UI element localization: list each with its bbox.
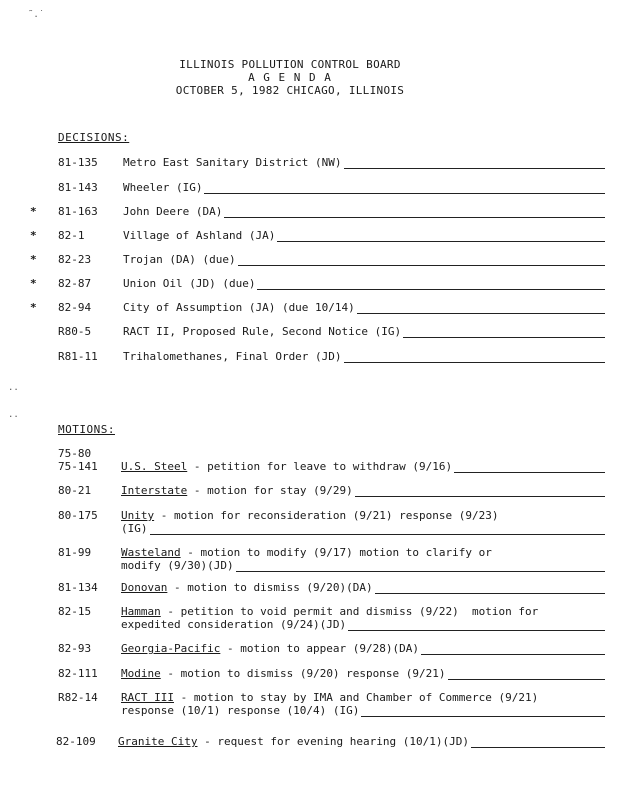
decision-docket-number: 82-94 [58, 301, 92, 314]
motion-item [121, 642, 605, 655]
motion-description-continued: modify (9/30)(JD) [121, 559, 234, 572]
decision-docket-number: 82-1 [58, 229, 85, 242]
decision-item [123, 205, 605, 218]
decision-item [123, 253, 605, 266]
motion-description: - motion to dismiss (9/20)(DA) [167, 581, 373, 594]
decision-item [123, 301, 605, 314]
agenda-title: A G E N D A [248, 71, 332, 84]
decision-case-text: Union Oil (JD) (due) [123, 277, 256, 290]
fill-line [224, 206, 605, 218]
motion-item [121, 605, 605, 618]
motion-docket-number: 82-15 [58, 605, 92, 618]
fill-line [375, 582, 605, 594]
motion-description: - motion to appear (9/28)(DA) [220, 642, 420, 655]
fill-line [403, 326, 605, 338]
motion-item [121, 484, 605, 497]
motion-item [121, 691, 605, 704]
motion-docket-number: 80-175 [58, 509, 98, 522]
motion-party-name: Interstate [121, 484, 188, 497]
motion-party-name: Donovan [121, 581, 168, 594]
decision-docket-number: 82-23 [58, 253, 92, 266]
decision-docket-number: 81-143 [58, 181, 98, 194]
motion-description: - motion to stay by IMA and Chamber of Commerce (9/21) [173, 691, 539, 704]
fill-line [344, 351, 605, 363]
meeting-date-location: OCTOBER 5, 1982 CHICAGO, ILLINOIS [175, 84, 405, 97]
motion-party-name: Modine [121, 667, 161, 680]
motion-party-name: Wasteland [121, 546, 181, 559]
fill-line [204, 182, 605, 194]
decision-case-text: Wheeler (IG) [123, 181, 203, 194]
decision-case-text: Trihalomethanes, Final Order (JD) [123, 350, 342, 363]
decision-item [123, 181, 605, 194]
decision-case-text: Metro East Sanitary District (NW) [123, 156, 342, 169]
fill-line [150, 523, 606, 535]
decision-item [123, 350, 605, 363]
decision-docket-number: R80-5 [58, 325, 92, 338]
scan-artifact: ˜.˙ [28, 10, 45, 20]
motion-description-continued: response (10/1) response (10/4) (IG) [121, 704, 360, 717]
motion-item [121, 546, 605, 559]
motion-party-name: RACT III [121, 691, 174, 704]
motion-party-name: U.S. Steel [121, 460, 188, 473]
motion-docket-number-secondary: 75-141 [58, 460, 98, 473]
fill-line [348, 619, 605, 631]
motion-docket-number: 80-21 [58, 484, 92, 497]
motion-description: - motion to modify (9/17) motion to clarify or [180, 546, 492, 559]
motion-item-continuation [121, 522, 605, 535]
motions-heading: MOTIONS: [58, 423, 115, 436]
motion-party-name: Georgia-Pacific [121, 642, 221, 655]
decision-item [123, 229, 605, 242]
motion-item [118, 735, 605, 748]
fill-line [344, 157, 605, 169]
motion-item [121, 460, 605, 473]
motion-item-continuation [121, 618, 605, 631]
fill-line [421, 643, 605, 655]
motion-description-continued: (IG) [121, 522, 148, 535]
decision-case-text: City of Assumption (JA) (due 10/14) [123, 301, 355, 314]
scan-artifact: .. [8, 410, 19, 420]
motion-description-continued: expedited consideration (9/24)(JD) [121, 618, 347, 631]
priority-star: * [30, 229, 37, 242]
decision-docket-number: 81-163 [58, 205, 98, 218]
decision-item [123, 277, 605, 290]
decision-case-text: RACT II, Proposed Rule, Second Notice (IG) [123, 325, 402, 338]
scan-artifact: .. [8, 383, 19, 393]
decisions-heading: DECISIONS: [58, 131, 130, 144]
motion-docket-number: 81-99 [58, 546, 92, 559]
motion-docket-number: 82-93 [58, 642, 92, 655]
motion-docket-number: 82-111 [58, 667, 98, 680]
decision-item [123, 325, 605, 338]
fill-line [448, 668, 605, 680]
decision-docket-number: 81-135 [58, 156, 98, 169]
decision-docket-number: 82-87 [58, 277, 92, 290]
fill-line [277, 230, 605, 242]
decision-case-text: Village of Ashland (JA) [123, 229, 276, 242]
fill-line [238, 254, 605, 266]
motion-description: - petition for leave to withdraw (9/16) [187, 460, 453, 473]
motion-docket-number: 82-109 [56, 735, 96, 748]
motion-item [121, 667, 605, 680]
motion-docket-number: 75-80 [58, 447, 92, 460]
motion-description: - petition to void permit and dismiss (9/22) motion for [160, 605, 539, 618]
motion-description: - motion for reconsideration (9/21) response (9/23) [154, 509, 499, 522]
fill-line [454, 461, 605, 473]
decision-docket-number: R81-11 [58, 350, 98, 363]
motion-description: - motion for stay (9/29) [187, 484, 353, 497]
motion-item [121, 509, 605, 522]
fill-line [471, 736, 605, 748]
motion-item-continuation [121, 559, 605, 572]
priority-star: * [30, 253, 37, 266]
fill-line [355, 485, 605, 497]
priority-star: * [30, 301, 37, 314]
motion-party-name: Granite City [118, 735, 198, 748]
motion-party-name: Unity [121, 509, 155, 522]
decision-item [123, 156, 605, 169]
motion-item [121, 581, 605, 594]
fill-line [361, 705, 605, 717]
decision-case-text: Trojan (DA) (due) [123, 253, 236, 266]
motion-party-name: Hamman [121, 605, 161, 618]
motion-description: - request for evening hearing (10/1)(JD) [197, 735, 470, 748]
motion-item-continuation [121, 704, 605, 717]
fill-line [257, 278, 605, 290]
priority-star: * [30, 205, 37, 218]
motion-description: - motion to dismiss (9/20) response (9/21) [160, 667, 446, 680]
fill-line [236, 560, 605, 572]
board-name: ILLINOIS POLLUTION CONTROL BOARD [179, 58, 401, 71]
priority-star: * [30, 277, 37, 290]
motion-docket-number: 81-134 [58, 581, 98, 594]
motion-docket-number: R82-14 [58, 691, 98, 704]
fill-line [357, 302, 605, 314]
decision-case-text: John Deere (DA) [123, 205, 223, 218]
